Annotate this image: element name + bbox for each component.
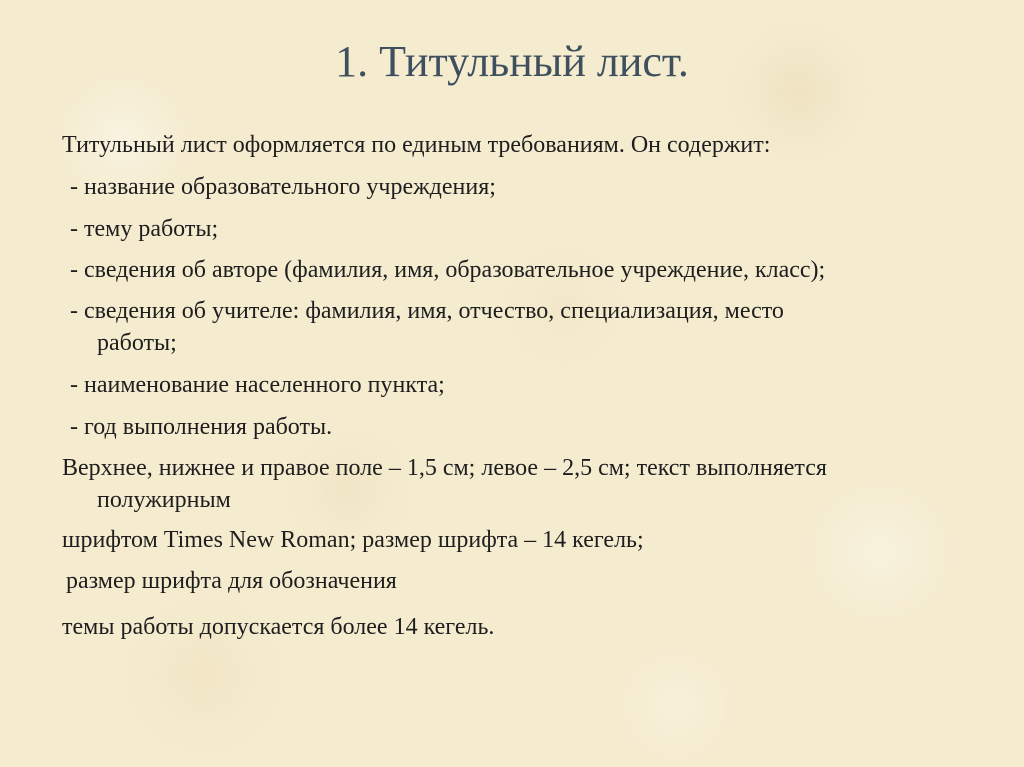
list-item-teacher-continued: работы; [97,330,177,356]
list-item-institution: - название образовательного учреждения; [70,174,496,200]
formatting-margins: Верхнее, нижнее и правое поле – 1,5 см; левое – 2,5 см; текст выполняется [62,455,827,481]
list-item-year: - год выполнения работы. [70,414,333,440]
formatting-bold: полужирным [97,487,231,513]
list-item-locality: - наименование населенного пункта; [70,372,445,398]
list-item-teacher: - сведения об учителе: фамилия, имя, отчество, специализация, место [70,298,784,324]
formatting-title-size: размер шрифта для обозначения [66,568,397,594]
list-item-topic: - тему работы; [70,216,219,242]
formatting-font: шрифтом Times New Roman; размер шрифта – 14 кегель; [62,527,644,553]
intro-text: Титульный лист оформляется по единым требованиям. Он содержит: [62,132,771,158]
list-item-author: - сведения об авторе (фамилия, имя, образовательное учреждение, класс); [70,257,826,283]
slide-title: 1. Титульный лист. [335,37,689,86]
formatting-title-size-continued: темы работы допускается более 14 кегель. [62,614,495,640]
